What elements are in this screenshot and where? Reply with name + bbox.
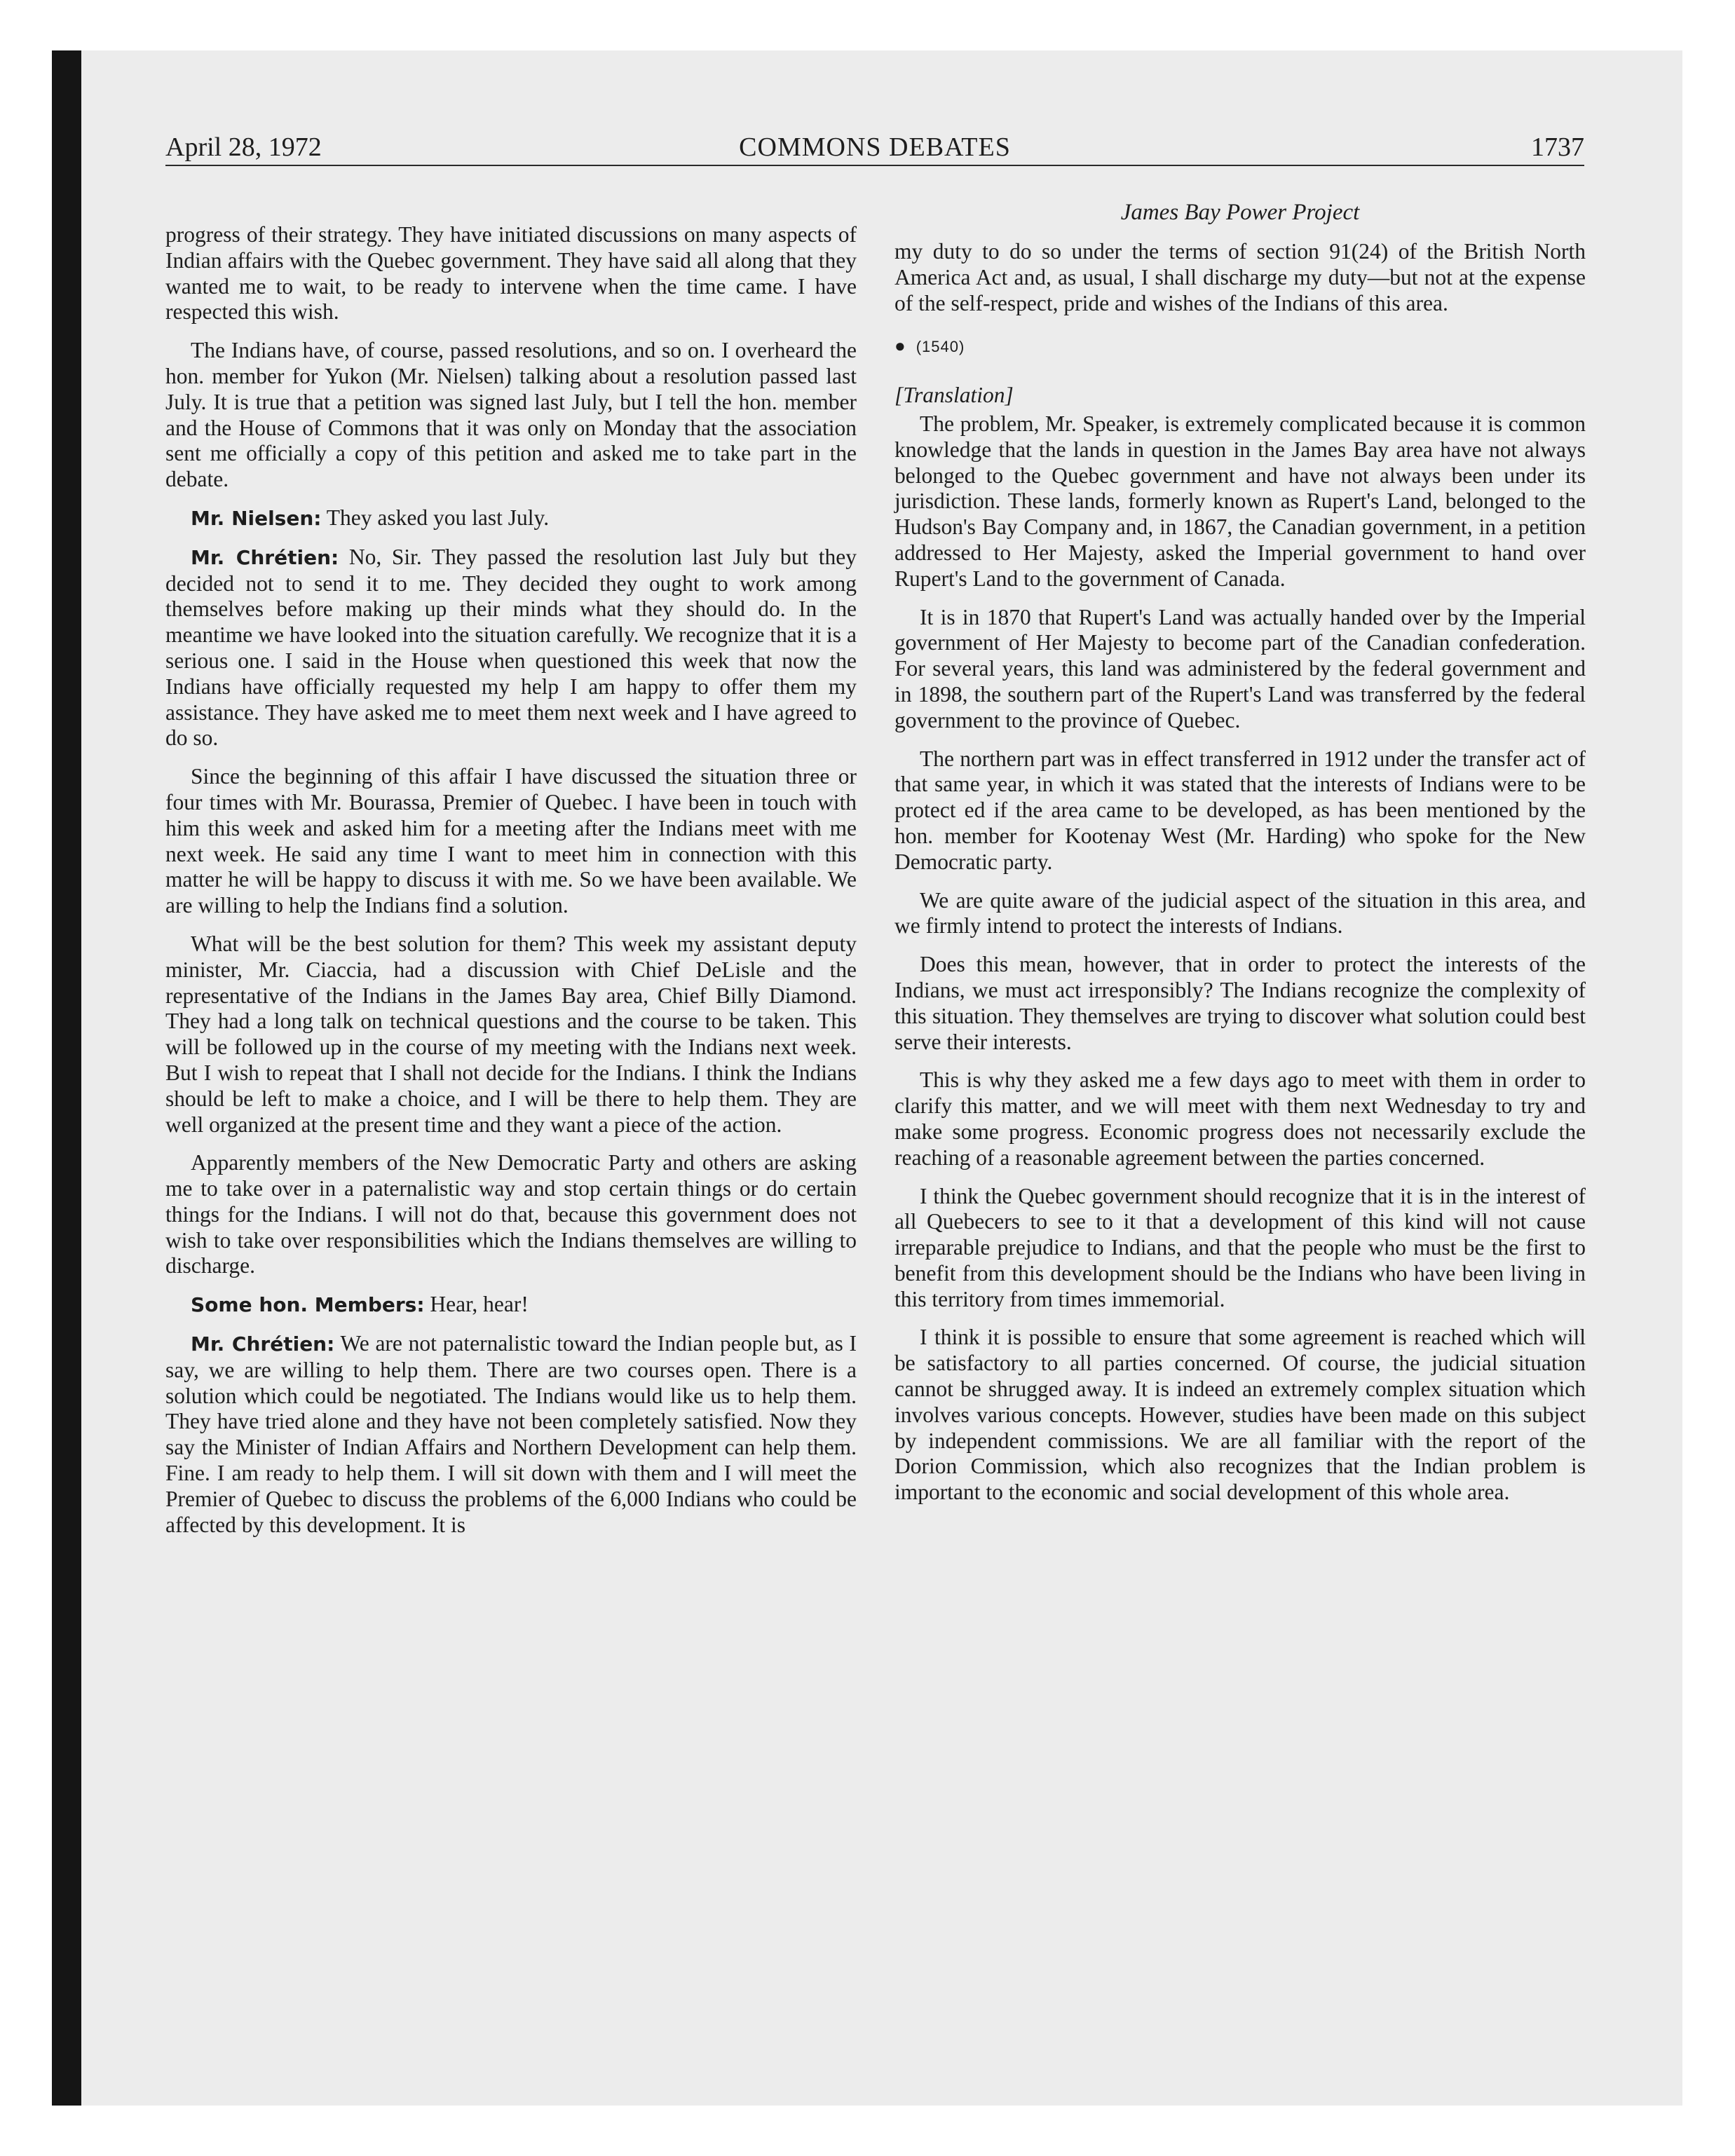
right-column (894, 198, 1586, 1518)
paragraph (894, 1067, 1586, 1171)
paragraph (894, 1325, 1586, 1506)
header-date: April 28, 1972 (165, 132, 322, 162)
paragraph-text: The problem, Mr. Speaker, is extremely complicated because it is common knowledge that the lands in question in the James Bay area have not always belonged to the Quebec government and have not always been under its jurisdiction. These lands, formerly known as Rupert's Land, belonged to the Hudson's Bay Company and, in 1867, the Canadian government, in a petition addressed to Her Majesty, asked the Imperial government to hand over Rupert's Land to the government of Canada. (894, 411, 1586, 591)
paragraph-text: progress of their strategy. They have initiated discussions on many aspects of Indian affairs with the Quebec government. They have said all along that they wanted me to wait, to be ready to intervene when the time came. I have respected this wish. (165, 222, 857, 325)
paragraph (894, 746, 1586, 875)
speaker-name: Mr. Nielsen: (191, 506, 322, 530)
paragraph-text: This is why they asked me a few days ago to meet with them in order to clarify this matter, and we will meet with them next Wednesday to try and make some progress. Economic progress does not necessarily exclude the reaching of a reasonable agreement between the parties concerned. (894, 1067, 1586, 1170)
paragraph (165, 932, 857, 1138)
speaker-name: Mr. Chrétien: (191, 545, 339, 569)
paragraph-text: We are not paternalistic toward the Indian people but, as I say, we are willing to help them. There are two courses open. There is a solution which could be negotiated. The Indians would like us to help them. They have tried alone and they have not been completely satisfied. Now they say the Minister of Indian Affairs and Northern Development can help them. Fine. I am ready to help them. I will sit down with them and I will meet the Premier of Quebec to discuss the problems of the 6,000 Indians who could be affected by this development. It is (165, 1331, 857, 1537)
paragraph-text: Hear, hear! (430, 1292, 529, 1317)
speech-paragraph (165, 1331, 857, 1538)
paragraph-text: They asked you last July. (326, 505, 550, 530)
paragraph-text: No, Sir. They passed the resolution last July but they decided not to send it to me. They decided they ought to work among themselves before making up their minds what they should do. In the meantime we have looked into the situation carefully. We recognize that it is a serious one. I said in the House when questioned this week that now the Indians have officially requested my help I am happy to offer them my assistance. They have asked me to meet them next week and I have agreed to do so. (165, 544, 857, 751)
paragraph (894, 239, 1586, 316)
translation-label: [Translation] (894, 383, 1014, 408)
timestamp (894, 333, 1586, 360)
left-column (165, 222, 857, 1550)
speech-paragraph (165, 505, 857, 532)
paragraph (165, 764, 857, 919)
document-page (165, 130, 1584, 2057)
paragraph-text: I think the Quebec government should recognize that it is in the interest of all Quebecers to see to it that a development of this kind will not cause irreparable prejudice to Indians, and that the people who must be the first to benefit from this development should be the Indians who have been living in this territory from times immemorial. (894, 1183, 1586, 1311)
binding-edge (52, 50, 81, 2106)
paragraph-text: It is in 1870 that Rupert's Land was actually handed over by the Imperial government of Her Majesty to become part of the Canadian confederation. For several years, this land was administered by the federal government and in 1898, the southern part of the Rupert's Land was transferred by the federal government to the province of Quebec. (894, 604, 1586, 732)
speaker-name: Mr. Chrétien: (191, 1332, 335, 1356)
paragraph-text: Apparently members of the New Democratic Party and others are asking me to take over in a paternalistic way and stop certain things or do certain things for the Indians. I will not do that, because this government does not wish to take over responsibilities which the Indians themselves are willing to discharge. (165, 1150, 857, 1278)
paragraph-text: I think it is possible to ensure that some agreement is reached which will be satisfactory to all parties concerned. Of course, the judicial situation cannot be shrugged away. It is indeed an extremely complex situation which involves various concepts. However, studies have been made on this subject by independent commissions. We are all familiar with the report of the Dorion Commission, which also recognizes that the Indian problem is important to the economic and social development of this whole area. (894, 1325, 1586, 1505)
timestamp-text: (1540) (916, 338, 965, 356)
paragraph-text: The northern part was in effect transferred in 1912 under the transfer act of that same year, in which it was stated that the interests of Indians were to be protect ed if the area came to be developed, as has been mentioned by the hon. member for Kootenay West (Mr. Harding) who spoke for the New Democratic party. (894, 746, 1586, 874)
paragraph-text: my duty to do so under the terms of section 91(24) of the British North America Act and, as usual, I shall discharge my duty—but not at the expense of the self-respect, pride and wishes of the Indians of this area. (894, 239, 1586, 315)
paragraph-text: What will be the best solution for them? This week my assistant deputy minister, Mr. Ciaccia, had a discussion with Chief DeLisle and the representative of the Indians in the James Bay area, Chief Billy Diamond. They had a long talk on technical questions and the course to be taken. This will be followed up in the course of my meeting with the Indians next week. But I wish to repeat that I shall not decide for the Indians. I think the Indians should be left to make a choice, and I will be there to help them. They are well organized at the present time and they want a piece of the action. (165, 931, 857, 1137)
header-page-number: 1737 (1531, 132, 1584, 162)
header-title: COMMONS DEBATES (739, 132, 1011, 162)
paragraph (894, 605, 1586, 734)
paragraph (894, 1184, 1586, 1313)
paragraph (165, 1150, 857, 1279)
paragraph-text: Since the beginning of this affair I have discussed the situation three or four times with Mr. Bourassa, Premier of Quebec. I have been in touch with him this week and asked him for a meeting after the Indians meet with me next week. He said any time I want to meet him in connection with this matter he will be happy to discuss it with me. So we have been available. We are willing to help the Indians find a solution. (165, 764, 857, 918)
paragraph (165, 338, 857, 493)
paragraph (894, 411, 1586, 592)
paragraph-text: We are quite aware of the judicial aspect of the situation in this area, and we firmly intend to protect the interests of Indians. (894, 887, 1586, 939)
paragraph-text: The Indians have, of course, passed resolutions, and so on. I overheard the hon. member for Yukon (Mr. Nielsen) talking about a resolution passed last July. It is true that a petition was signed last July, but I tell the hon. member and the House of Commons that it was only on Monday that the association sent me officially a copy of this petition and asked me to take part in the debate. (165, 338, 857, 492)
running-header (165, 130, 1584, 166)
bullet-icon: ● (894, 335, 906, 357)
paragraph (894, 952, 1586, 1055)
paragraph (165, 222, 857, 325)
speech-paragraph (165, 1292, 857, 1318)
speech-paragraph (165, 545, 857, 751)
paragraph (894, 888, 1586, 940)
subject-heading: James Bay Power Project (1120, 200, 1360, 225)
paragraph-text: Does this mean, however, that in order to protect the interests of the Indians, we must act irresponsibly? The Indians recognize the complexity of this situation. They themselves are trying to discover what solution could best serve their interests. (894, 952, 1586, 1054)
speaker-name: Some hon. Members: (191, 1293, 425, 1317)
